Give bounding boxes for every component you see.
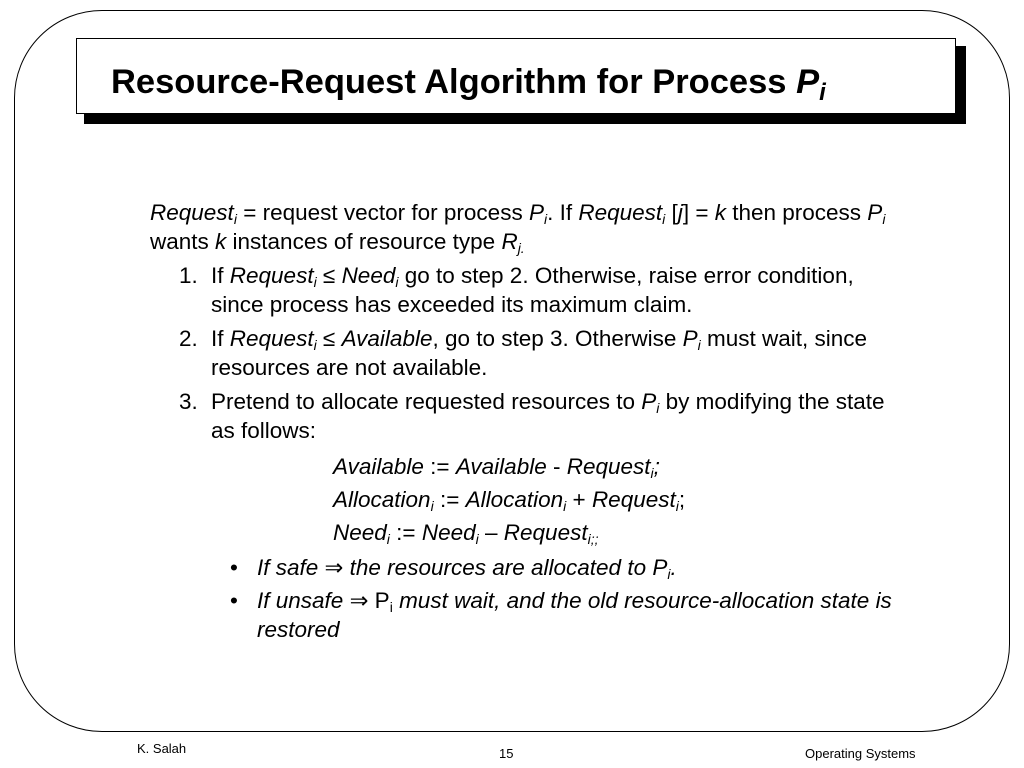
step-number: 2. (179, 326, 198, 351)
footer-author: K. Salah (137, 741, 187, 756)
step-number: 3. (179, 389, 198, 414)
step-2: 2. If Request$_i$ ≤ Available, go to step 3. Otherwise $P_i$ must wait, since resources are not available. (179, 326, 868, 380)
bullet-icon: • (230, 555, 238, 580)
intro-paragraph: Request$_i$ = request vector for process $P_i$. If Request$_i$ [j] = k then process $P_i$ wants k instances of resource type $R_{j.}$ (150, 200, 886, 256)
title-box (76, 38, 956, 114)
implies-icon: ⇒ (349, 588, 369, 613)
step-number: 1. (179, 263, 198, 288)
footer-page-number: 15 (499, 746, 514, 761)
slide-title: Resource-Request Algorithm for Process $P_i$ (111, 63, 826, 106)
bullet-safe: • If safe ⇒ the resources are allocated to $P_i$. (230, 555, 677, 582)
implies-icon: ⇒ (324, 555, 344, 580)
equation-need: Need$_i$ := Need$_i$ – Request$_{i;;}$ (333, 520, 599, 547)
outcome-bullets (150, 553, 910, 644)
equation-available: Available := Available - Request$_i$; (333, 454, 660, 481)
slide-content (150, 198, 910, 648)
bullet-icon: • (230, 588, 238, 613)
step-1: 1. If Request$_i$ ≤ Need$_i$ go to step 2. Otherwise, raise error condition, since process has exceeded its maximum claim. (179, 263, 854, 317)
step-3: 3. Pretend to allocate requested resources to $P_i$ by modifying the state as follows: (179, 389, 885, 443)
equation-allocation: Allocation$_i$ := Allocation$_i$ + Request$_i$; (333, 487, 686, 514)
bullet-unsafe: • If unsafe ⇒ $P_i$ must wait, and the old resource-allocation state is restored (230, 588, 892, 642)
algorithm-steps (150, 261, 910, 445)
footer-course: Operating Systems (805, 746, 916, 761)
